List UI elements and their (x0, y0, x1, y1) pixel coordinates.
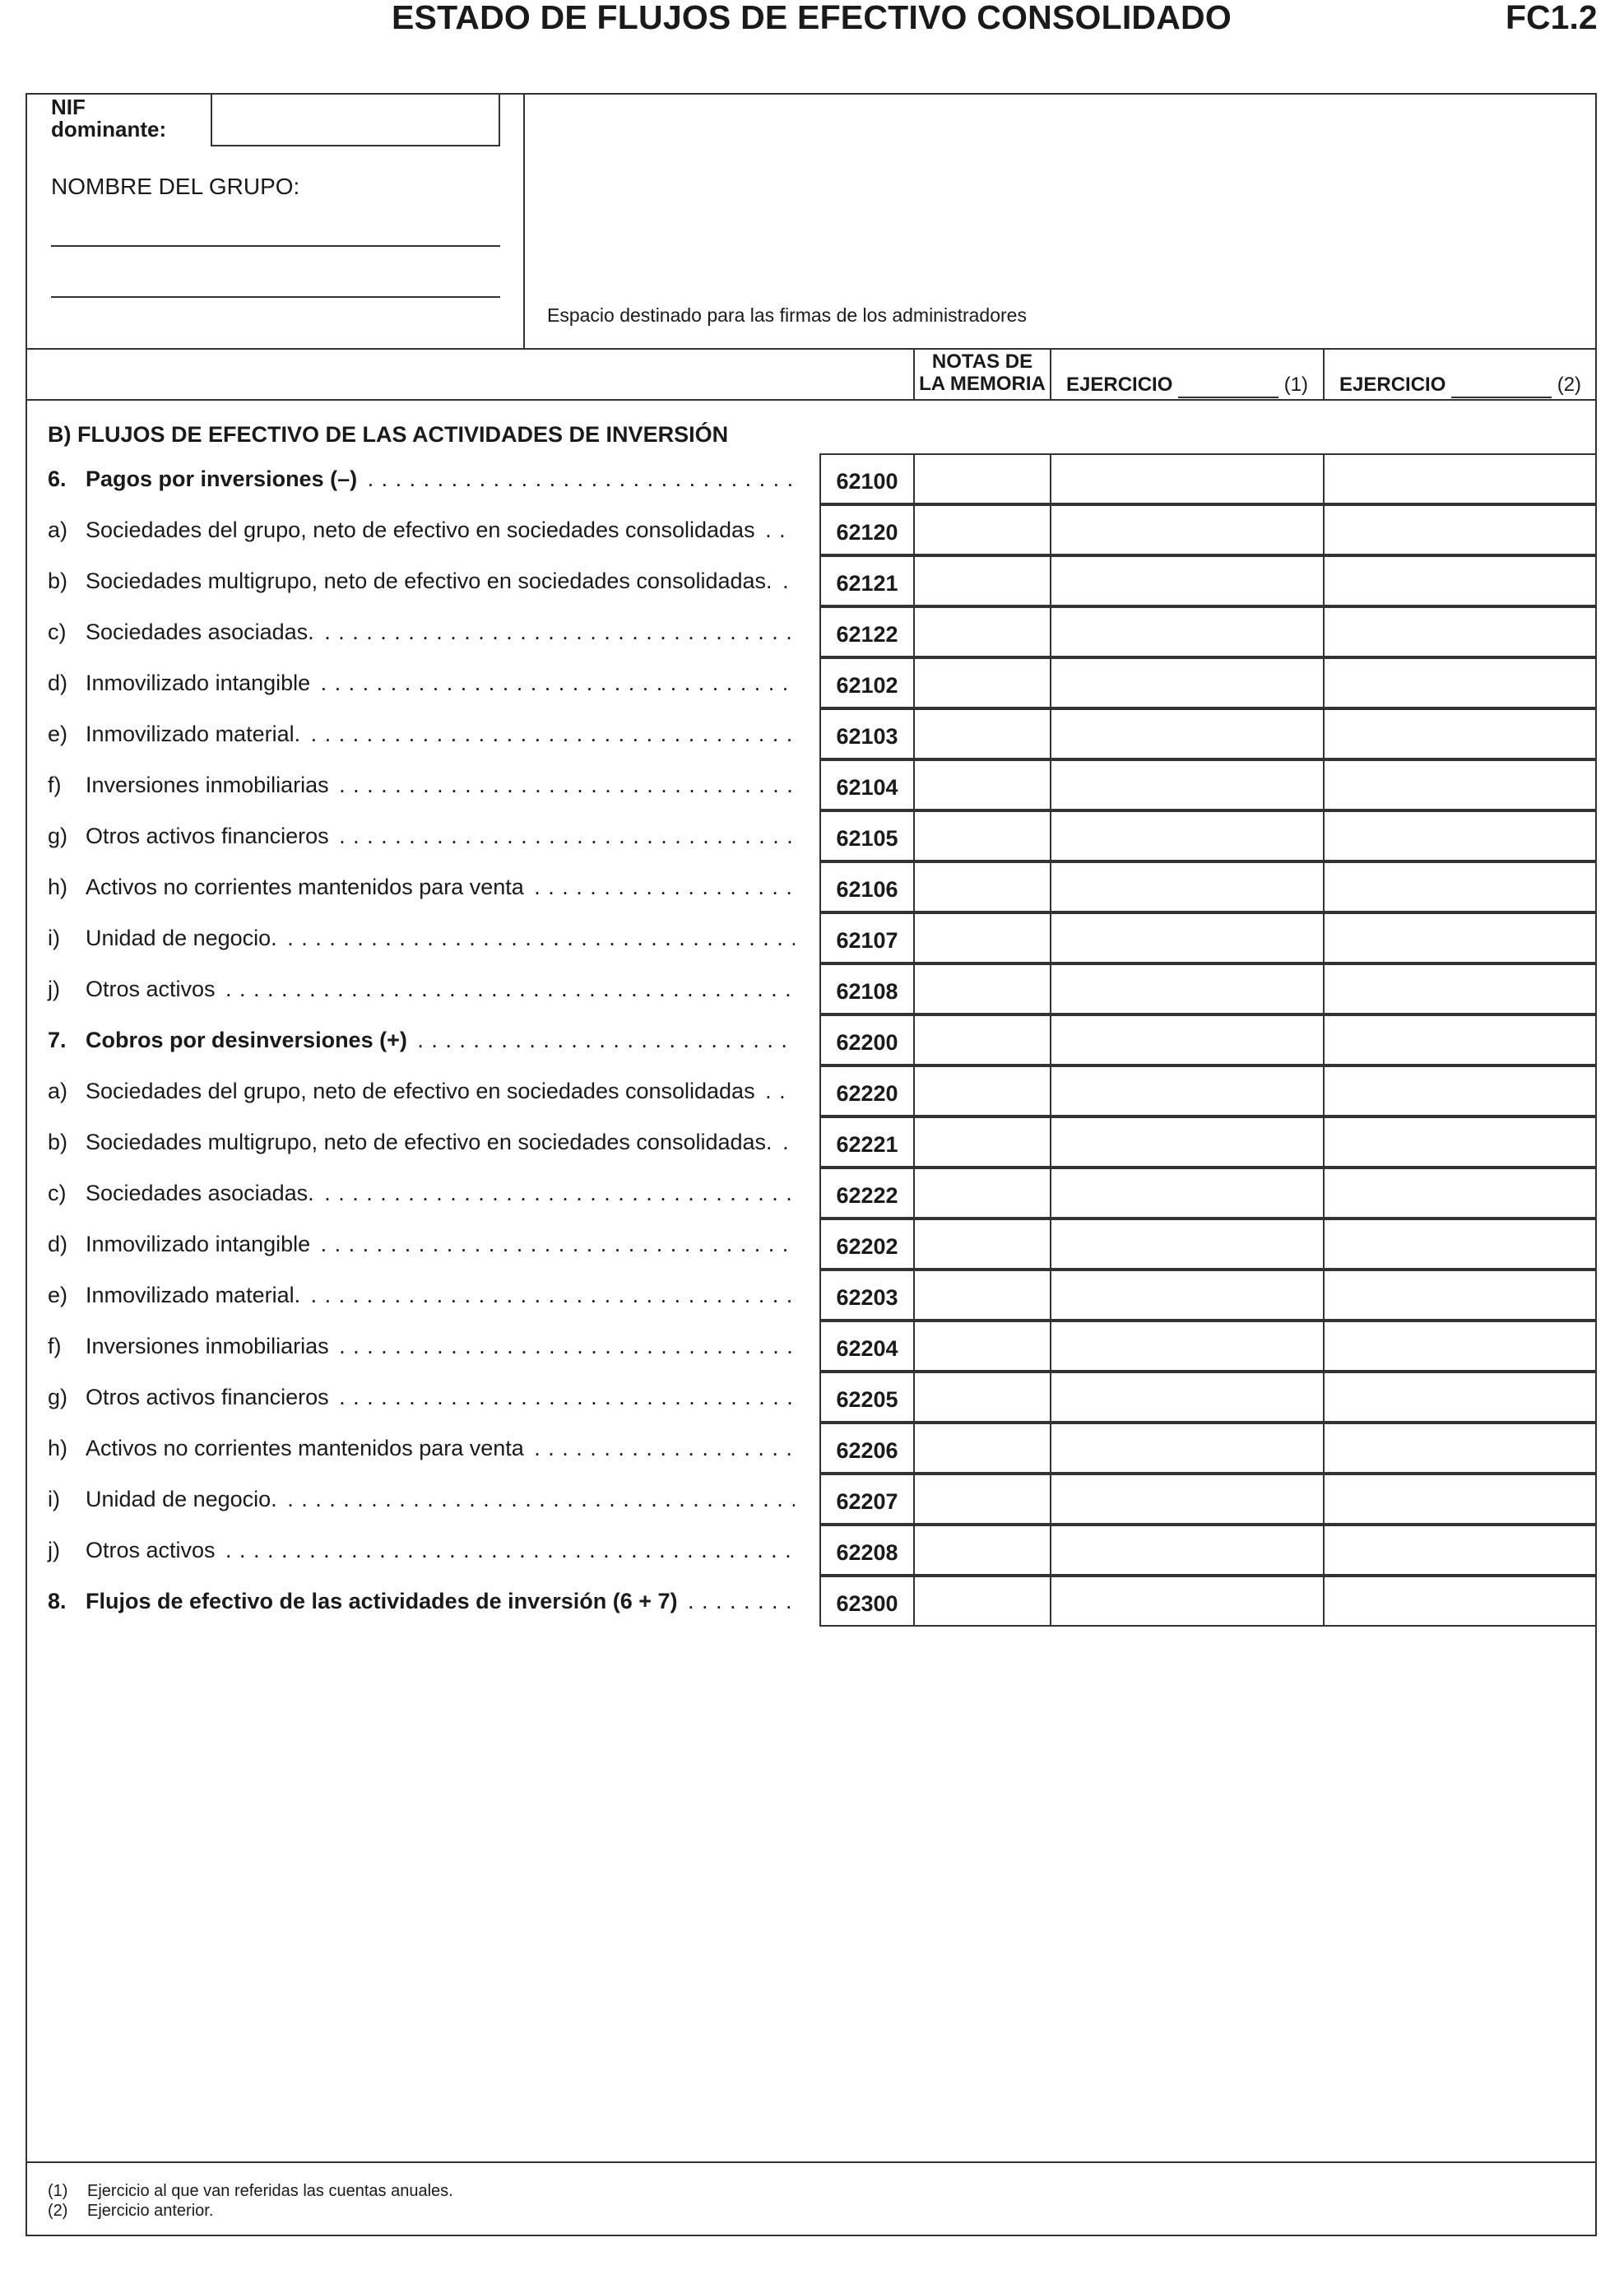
row-text: Otros activos . . . (86, 1538, 795, 1563)
notes-cell[interactable] (913, 1372, 1051, 1423)
row-code: 62121 (819, 555, 915, 606)
exercise-2-cell[interactable] (1323, 1168, 1597, 1219)
row-label: a) (48, 1079, 68, 1103)
row-text: Otros activos financieros . . . (86, 824, 795, 849)
notes-cell[interactable] (913, 1321, 1051, 1372)
row-label: 8. (48, 1589, 67, 1613)
row-label: e) (48, 1283, 68, 1307)
nif-input[interactable] (211, 93, 500, 146)
row-code: 62104 (819, 759, 915, 810)
exercise-1-cell[interactable] (1050, 1116, 1325, 1168)
exercise-2-cell[interactable] (1323, 606, 1597, 657)
exercise-1-cell[interactable] (1050, 1321, 1325, 1372)
row-code: 62203 (819, 1270, 915, 1321)
notes-cell[interactable] (913, 1219, 1051, 1270)
notes-column-header: NOTAS DE LA MEMORIA (919, 350, 1046, 395)
table-row (48, 606, 798, 657)
notes-cell[interactable] (913, 453, 1051, 504)
notes-cell[interactable] (913, 861, 1051, 912)
exercise-1-cell[interactable] (1050, 1525, 1325, 1576)
row-label: i) (48, 1487, 60, 1511)
exercise-2-cell[interactable] (1323, 1116, 1597, 1168)
row-label: e) (48, 722, 68, 746)
table-row (48, 1116, 798, 1168)
notes-cell[interactable] (913, 1474, 1051, 1525)
table-row (48, 1065, 798, 1116)
exercise-1-cell[interactable] (1050, 1474, 1325, 1525)
row-label: b) (48, 569, 68, 593)
exercise-1-cell[interactable] (1050, 1168, 1325, 1219)
notes-cell[interactable] (913, 759, 1051, 810)
exercise-1-header: EJERCICIO (1) (1066, 374, 1308, 398)
exercise-2-cell[interactable] (1323, 963, 1597, 1014)
row-code: 62205 (819, 1372, 915, 1423)
table-row (48, 708, 798, 759)
exercise-2-header: EJERCICIO (2) (1339, 374, 1581, 398)
signatures-note: Espacio destinado para las firmas de los administradores (547, 304, 1027, 326)
row-text: Inmovilizado material. . . . (86, 1283, 795, 1308)
row-code: 62204 (819, 1321, 915, 1372)
notes-cell[interactable] (913, 1168, 1051, 1219)
exercise-2-cell[interactable] (1323, 1372, 1597, 1423)
row-label: i) (48, 926, 60, 950)
exercise-1-cell[interactable] (1050, 912, 1325, 963)
row-code: 62120 (819, 504, 915, 555)
signature-divider (523, 93, 525, 349)
exercise-1-cell[interactable] (1050, 453, 1325, 504)
exercise-2-year-field[interactable] (1451, 374, 1552, 398)
row-label: a) (48, 518, 68, 542)
form-code: FC1.2 (1506, 0, 1598, 36)
exercise-1-cell[interactable] (1050, 1219, 1325, 1270)
row-text: Activos no corrientes mantenidos para venta . . . (86, 1436, 795, 1461)
notes-cell[interactable] (913, 1065, 1051, 1116)
notes-cell[interactable] (913, 810, 1051, 861)
exercise-1-cell[interactable] (1050, 1423, 1325, 1474)
row-code: 62222 (819, 1168, 915, 1219)
notes-cell[interactable] (913, 1576, 1051, 1627)
exercise-2-cell[interactable] (1323, 504, 1597, 555)
row-text: Activos no corrientes mantenidos para venta . . . (86, 875, 795, 900)
exercise-2-cell[interactable] (1323, 1423, 1597, 1474)
row-text: Sociedades multigrupo, neto de efectivo en sociedades consolidadas. . . . (86, 569, 795, 594)
exercise-2-cell[interactable] (1323, 708, 1597, 759)
row-label: g) (48, 824, 68, 848)
table-row (48, 1014, 798, 1065)
row-code: 62105 (819, 810, 915, 861)
row-text: Pagos por inversiones (–) . . . (86, 467, 795, 492)
col-ej1-left (1050, 348, 1051, 401)
exercise-1-cell[interactable] (1050, 606, 1325, 657)
row-text: Sociedades multigrupo, neto de efectivo en sociedades consolidadas. . . . (86, 1130, 795, 1155)
row-text: Unidad de negocio. . . . (86, 926, 795, 951)
row-label: c) (48, 620, 67, 644)
row-label: d) (48, 1232, 68, 1256)
row-label: h) (48, 875, 68, 899)
exercise-2-cell[interactable] (1323, 810, 1597, 861)
table-row (48, 912, 798, 963)
row-label: f) (48, 1334, 62, 1358)
table-row (48, 1576, 798, 1627)
header-divider (26, 348, 1597, 350)
exercise-2-cell[interactable] (1323, 1065, 1597, 1116)
exercise-1-cell[interactable] (1050, 1372, 1325, 1423)
row-text: Inmovilizado intangible . . . (86, 671, 795, 696)
row-text: Otros activos . . . (86, 977, 795, 1002)
row-label: f) (48, 773, 62, 797)
table-row (48, 1168, 798, 1219)
notes-cell[interactable] (913, 1525, 1051, 1576)
row-label: 7. (48, 1028, 67, 1052)
row-text: Sociedades asociadas. . . . (86, 620, 795, 645)
group-name-line-1[interactable] (51, 245, 500, 247)
table-row (48, 1270, 798, 1321)
notes-cell[interactable] (913, 606, 1051, 657)
row-text: Flujos de efectivo de las actividades de inversión (6 + 7) . . . (86, 1589, 795, 1614)
table-row (48, 453, 798, 504)
group-name-line-2[interactable] (51, 296, 500, 298)
table-row (48, 1372, 798, 1423)
notes-cell[interactable] (913, 912, 1051, 963)
row-code: 62221 (819, 1116, 915, 1168)
table-row (48, 555, 798, 606)
table-row (48, 1423, 798, 1474)
row-code: 62100 (819, 453, 915, 504)
page-title: ESTADO DE FLUJOS DE EFECTIVO CONSOLIDADO (392, 0, 1232, 36)
exercise-1-cell[interactable] (1050, 555, 1325, 606)
row-text: Sociedades del grupo, neto de efectivo en sociedades consolidadas . . . (86, 518, 795, 543)
table-row (48, 1525, 798, 1576)
table-row (48, 1219, 798, 1270)
notes-cell[interactable] (913, 657, 1051, 708)
row-code: 62108 (819, 963, 915, 1014)
footnote-2: (2) Ejercicio anterior. (48, 2202, 214, 2220)
exercise-1-cell[interactable] (1050, 504, 1325, 555)
footnote-1: (1) Ejercicio al que van referidas las cuentas anuales. (48, 2182, 453, 2200)
exercise-2-cell[interactable] (1323, 1525, 1597, 1576)
row-label: c) (48, 1181, 67, 1205)
row-text: Cobros por desinversiones (+) . . . (86, 1028, 795, 1053)
row-code: 62102 (819, 657, 915, 708)
row-code: 62208 (819, 1525, 915, 1576)
row-code: 62207 (819, 1474, 915, 1525)
row-code: 62106 (819, 861, 915, 912)
row-text: Inversiones inmobiliarias . . . (86, 773, 795, 798)
notes-cell[interactable] (913, 1014, 1051, 1065)
exercise-2-cell[interactable] (1323, 1014, 1597, 1065)
row-label: h) (48, 1436, 68, 1460)
exercise-1-cell[interactable] (1050, 708, 1325, 759)
notes-cell[interactable] (913, 708, 1051, 759)
col-ej2-left (1323, 348, 1325, 401)
table-row (48, 759, 798, 810)
exercise-1-cell[interactable] (1050, 861, 1325, 912)
exercise-2-cell[interactable] (1323, 453, 1597, 504)
table-row (48, 861, 798, 912)
exercise-2-cell[interactable] (1323, 1576, 1597, 1627)
row-code: 62202 (819, 1219, 915, 1270)
row-label: g) (48, 1385, 68, 1409)
exercise-2-cell[interactable] (1323, 1321, 1597, 1372)
exercise-2-cell[interactable] (1323, 1270, 1597, 1321)
notes-cell[interactable] (913, 504, 1051, 555)
row-code: 62122 (819, 606, 915, 657)
column-header-bottom (26, 399, 1597, 401)
row-code: 62300 (819, 1576, 915, 1627)
exercise-2-cell[interactable] (1323, 555, 1597, 606)
section-title: B) FLUJOS DE EFECTIVO DE LAS ACTIVIDADES DE INVERSIÓN (48, 422, 729, 447)
exercise-2-cell[interactable] (1323, 759, 1597, 810)
exercise-1-cell[interactable] (1050, 657, 1325, 708)
exercise-2-cell[interactable] (1323, 1219, 1597, 1270)
nif-label: NIF dominante: (51, 95, 167, 142)
exercise-1-cell[interactable] (1050, 1065, 1325, 1116)
notes-cell[interactable] (913, 555, 1051, 606)
row-text: Inmovilizado intangible . . . (86, 1232, 795, 1257)
exercise-1-cell[interactable] (1050, 1576, 1325, 1627)
row-label: j) (48, 1538, 60, 1562)
row-text: Sociedades asociadas. . . . (86, 1181, 795, 1206)
row-code: 62220 (819, 1065, 915, 1116)
row-code: 62200 (819, 1014, 915, 1065)
row-code: 62103 (819, 708, 915, 759)
row-label: b) (48, 1130, 68, 1154)
table-row (48, 1474, 798, 1525)
exercise-2-cell[interactable] (1323, 861, 1597, 912)
table-row (48, 810, 798, 861)
row-text: Otros activos financieros . . . (86, 1385, 795, 1410)
exercise-1-year-field[interactable] (1178, 374, 1278, 398)
row-code: 62206 (819, 1423, 915, 1474)
notes-cell[interactable] (913, 1270, 1051, 1321)
table-row (48, 504, 798, 555)
table-row (48, 657, 798, 708)
footnote-divider (26, 2161, 1597, 2163)
row-label: 6. (48, 467, 67, 491)
row-code: 62107 (819, 912, 915, 963)
group-name-label: NOMBRE DEL GRUPO: (51, 174, 300, 199)
exercise-2-cell[interactable] (1323, 1474, 1597, 1525)
row-label: j) (48, 977, 60, 1001)
notes-cell[interactable] (913, 1116, 1051, 1168)
notes-cell[interactable] (913, 963, 1051, 1014)
table-row (48, 1321, 798, 1372)
exercise-1-cell[interactable] (1050, 963, 1325, 1014)
table-row (48, 963, 798, 1014)
exercise-1-cell[interactable] (1050, 1270, 1325, 1321)
exercise-1-cell[interactable] (1050, 810, 1325, 861)
row-text: Unidad de negocio. . . . (86, 1487, 795, 1512)
row-label: d) (48, 671, 68, 695)
exercise-2-cell[interactable] (1323, 912, 1597, 963)
notes-cell[interactable] (913, 1423, 1051, 1474)
row-text: Inversiones inmobiliarias . . . (86, 1334, 795, 1359)
exercise-1-cell[interactable] (1050, 759, 1325, 810)
row-text: Sociedades del grupo, neto de efectivo en sociedades consolidadas . . . (86, 1079, 795, 1104)
row-text: Inmovilizado material. . . . (86, 722, 795, 747)
exercise-1-cell[interactable] (1050, 1014, 1325, 1065)
exercise-2-cell[interactable] (1323, 657, 1597, 708)
